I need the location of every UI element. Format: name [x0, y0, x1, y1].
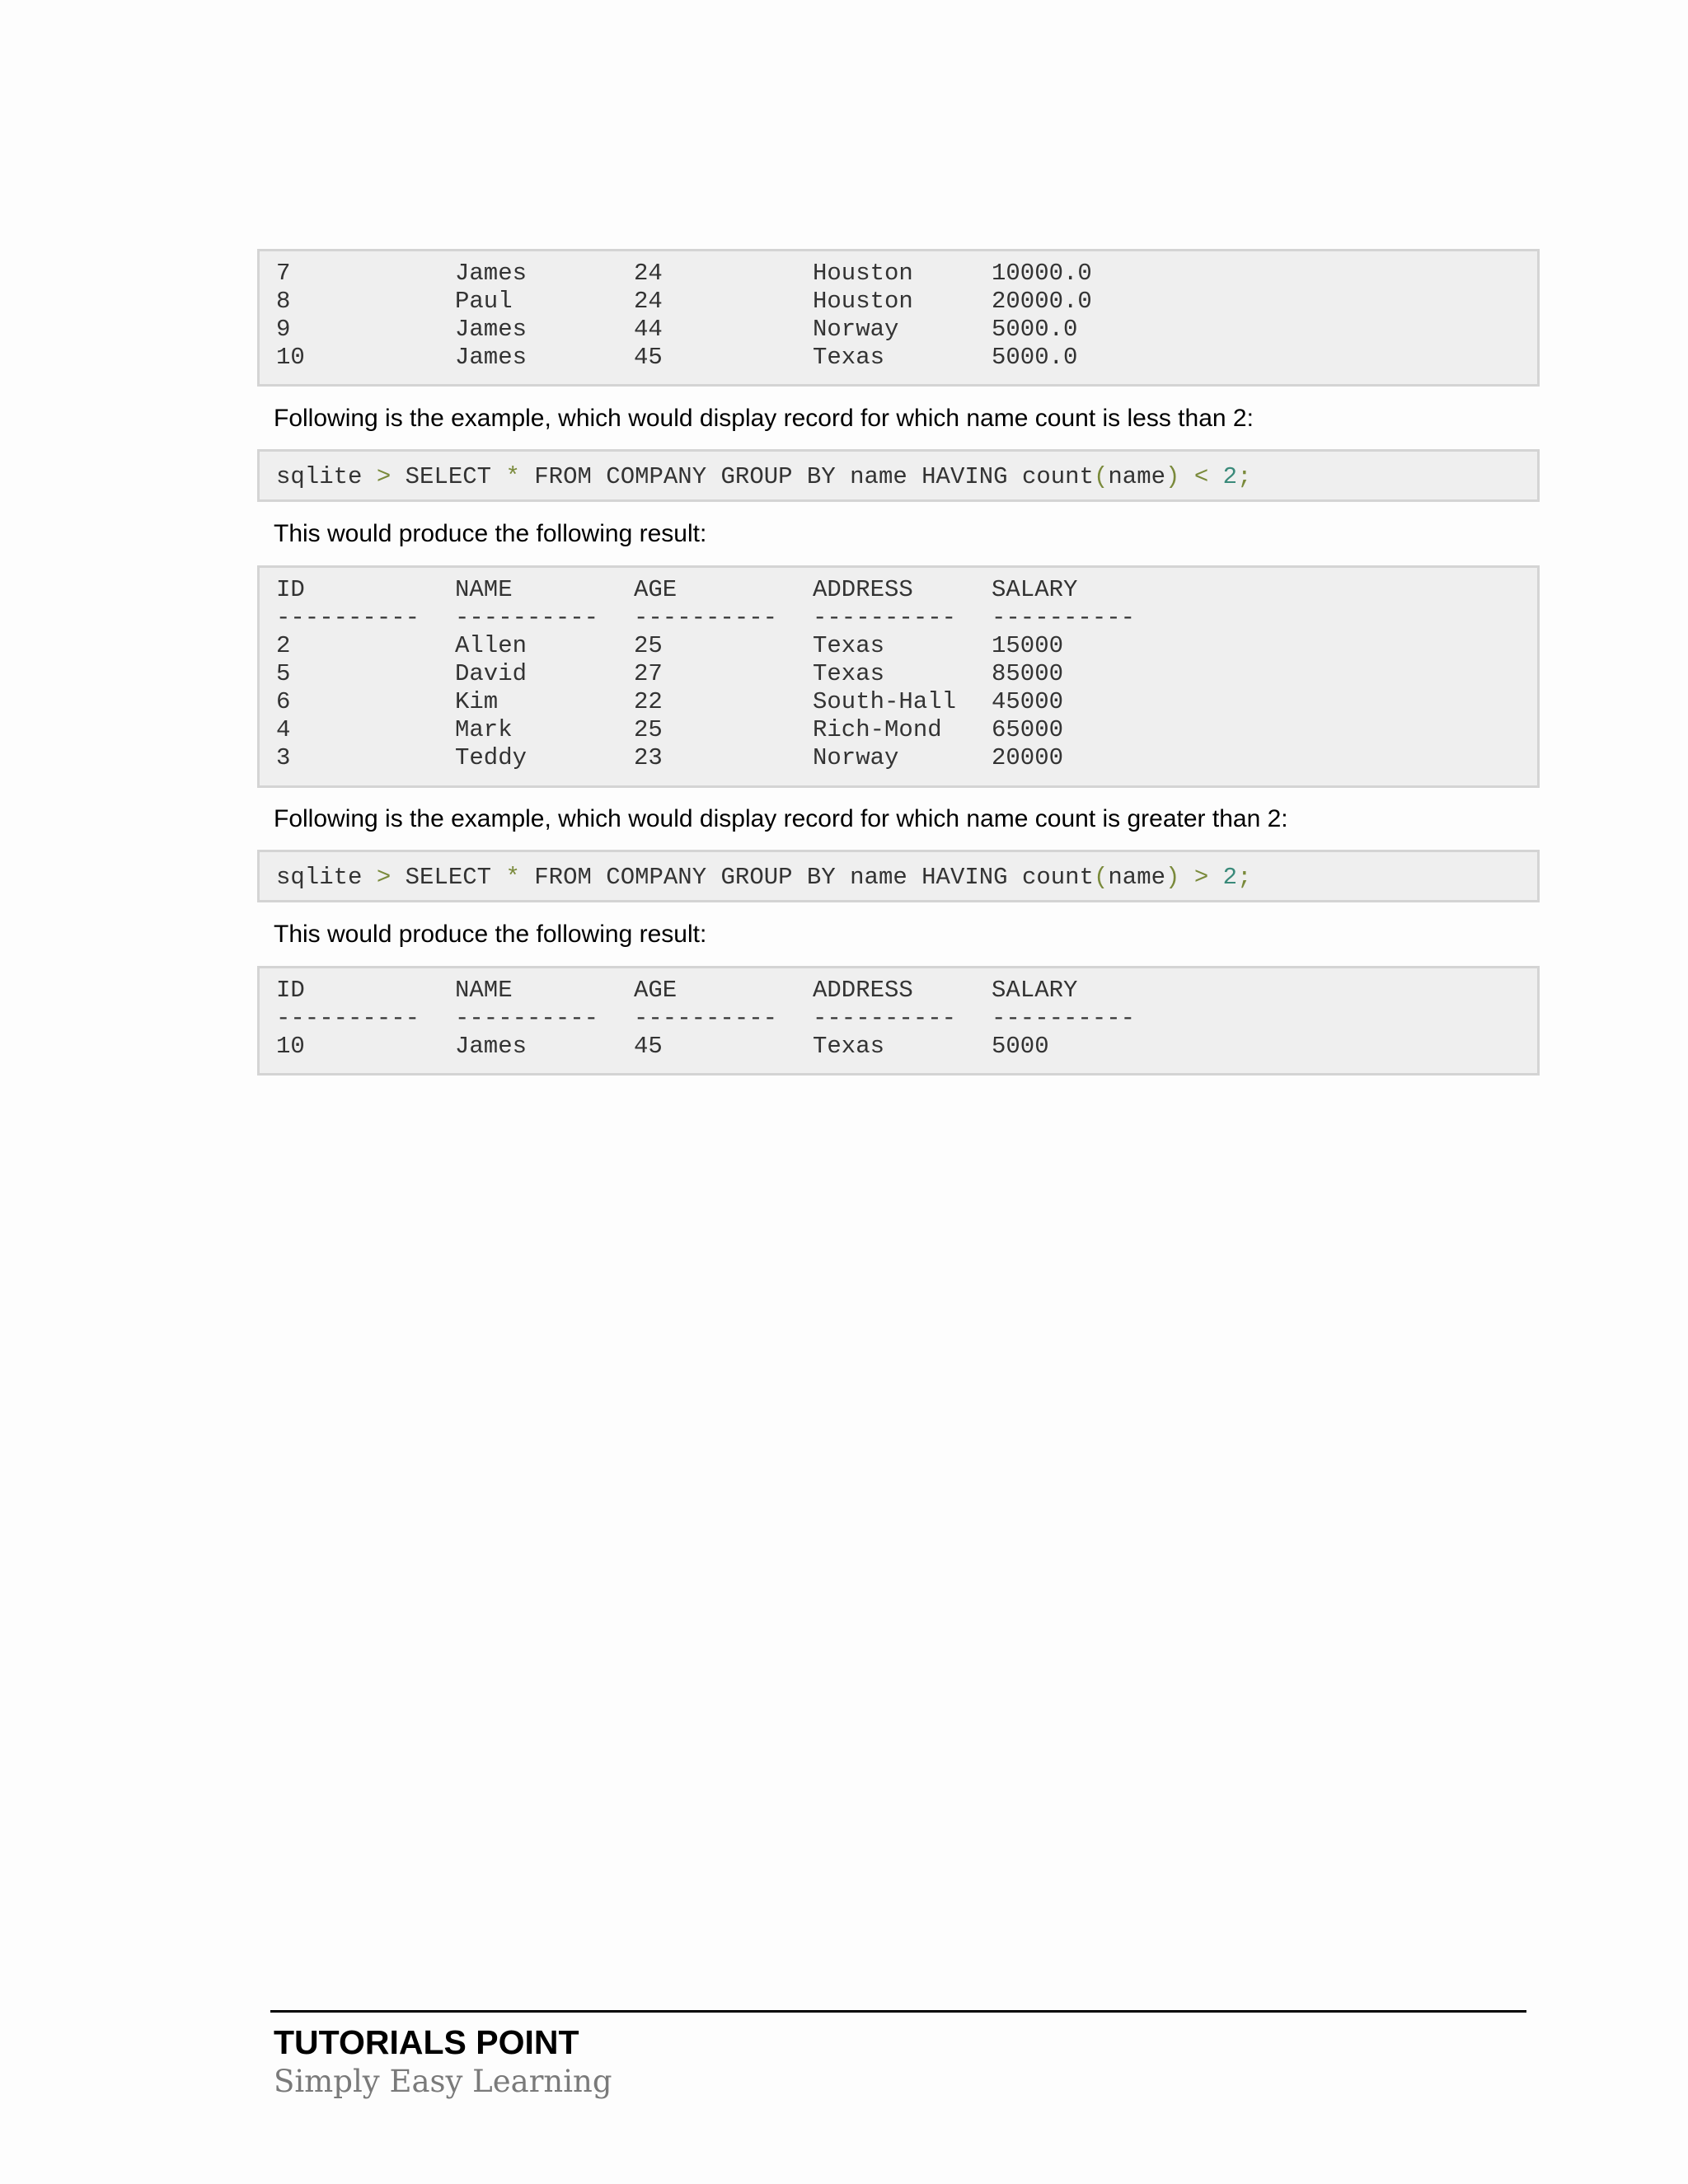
table-row	[276, 316, 1537, 344]
cell-name: Mark	[455, 716, 513, 743]
divider: ----------	[992, 604, 1136, 631]
cell-age: 25	[634, 716, 663, 743]
cell-age: 45	[634, 1033, 663, 1060]
cell-address: South-Hall	[813, 688, 957, 715]
cell-address: Norway	[813, 744, 899, 771]
cell-id: 4	[276, 716, 291, 743]
sql-prompt: >	[376, 463, 392, 490]
cell-address: Rich-Mond	[813, 716, 942, 743]
cell-id: 3	[276, 744, 291, 771]
header-name: NAME	[455, 576, 513, 603]
sql-rparen: )	[1165, 463, 1180, 490]
divider: ----------	[455, 604, 599, 631]
table-row	[276, 632, 1537, 660]
cell-name: Paul	[455, 288, 513, 315]
table-row	[276, 716, 1537, 744]
cell-name: James	[455, 344, 528, 371]
table-row	[276, 744, 1537, 772]
table-row	[276, 688, 1537, 716]
table-divider-row	[276, 1005, 1537, 1033]
header-salary: SALARY	[992, 576, 1078, 603]
cell-address: Texas	[813, 660, 885, 687]
sql-semicolon: ;	[1237, 864, 1252, 891]
cell-name: Allen	[455, 632, 528, 659]
cell-salary: 5000.0	[992, 344, 1078, 371]
cell-address: Texas	[813, 632, 885, 659]
sql-body: FROM COMPANY GROUP BY name HAVING count	[519, 463, 1094, 490]
sql-arg: name	[1108, 463, 1166, 490]
sql-star: *	[505, 864, 520, 891]
paragraph-less-than: Following is the example, which would display record for which name count is less than 2:	[274, 405, 1254, 432]
paragraph-greater-than: Following is the example, which would display record for which name count is greater than 2:	[274, 805, 1288, 832]
table-header-row	[276, 576, 1537, 604]
cell-id: 2	[276, 632, 291, 659]
divider: ----------	[634, 1005, 778, 1032]
cell-salary: 5000.0	[992, 316, 1078, 343]
table-row	[276, 260, 1537, 288]
divider: ----------	[992, 1005, 1136, 1032]
sql-lparen: (	[1094, 463, 1109, 490]
cell-name: Teddy	[455, 744, 528, 771]
cell-age: 24	[634, 288, 663, 315]
divider: ----------	[276, 1005, 420, 1032]
cell-id: 5	[276, 660, 291, 687]
sql-rparen: )	[1165, 864, 1180, 891]
cell-salary: 15000	[992, 632, 1064, 659]
cell-salary: 65000	[992, 716, 1064, 743]
cell-salary: 85000	[992, 660, 1064, 687]
footer-title: TUTORIALS POINT	[274, 2023, 579, 2061]
cell-name: David	[455, 660, 528, 687]
sql-value: 2	[1222, 864, 1238, 891]
footer-subtitle: Simply Easy Learning	[274, 2064, 612, 2099]
cell-id: 6	[276, 688, 291, 715]
header-id: ID	[276, 977, 305, 1004]
cell-address: Houston	[813, 288, 913, 315]
header-address: ADDRESS	[813, 576, 913, 603]
table-row	[276, 660, 1537, 688]
sql-prefix: sqlite	[276, 463, 377, 490]
sql-select: SELECT	[391, 864, 506, 891]
divider: ----------	[813, 604, 957, 631]
header-address: ADDRESS	[813, 977, 913, 1004]
sql-prompt: >	[376, 864, 392, 891]
cell-age: 25	[634, 632, 663, 659]
cell-age: 45	[634, 344, 663, 371]
cell-name: James	[455, 1033, 528, 1060]
cell-id: 10	[276, 1033, 305, 1060]
cell-name: James	[455, 316, 528, 343]
divider: ----------	[455, 1005, 599, 1032]
cell-age: 24	[634, 260, 663, 287]
cell-id: 10	[276, 344, 305, 371]
header-name: NAME	[455, 977, 513, 1004]
header-age: AGE	[634, 576, 678, 603]
table-header-row	[276, 977, 1537, 1005]
result-table-less-than	[257, 565, 1540, 788]
sql-query-greater-than	[257, 850, 1540, 902]
cell-salary: 10000.0	[992, 260, 1092, 287]
sql-query-less-than	[257, 449, 1540, 502]
cell-id: 9	[276, 316, 291, 343]
cell-address: Texas	[813, 344, 885, 371]
sql-select: SELECT	[391, 463, 506, 490]
result-table-greater-than	[257, 966, 1540, 1076]
table-divider-row	[276, 604, 1537, 632]
sql-space	[1208, 463, 1222, 490]
sql-lparen: (	[1094, 864, 1109, 891]
sql-space	[1208, 864, 1222, 891]
sql-comparator: <	[1193, 463, 1209, 490]
sql-value: 2	[1222, 463, 1238, 490]
header-age: AGE	[634, 977, 678, 1004]
cell-salary: 45000	[992, 688, 1064, 715]
cell-address: Texas	[813, 1033, 885, 1060]
sql-space	[1179, 864, 1193, 891]
cell-name: Kim	[455, 688, 499, 715]
cell-age: 27	[634, 660, 663, 687]
cell-name: James	[455, 260, 528, 287]
table-row	[276, 288, 1537, 316]
cell-address: Houston	[813, 260, 913, 287]
sql-arg: name	[1108, 864, 1166, 891]
cell-salary: 20000	[992, 744, 1064, 771]
result-table-top	[257, 249, 1540, 387]
sql-star: *	[505, 463, 520, 490]
cell-id: 8	[276, 288, 291, 315]
cell-age: 44	[634, 316, 663, 343]
cell-age: 23	[634, 744, 663, 771]
paragraph-result-intro: This would produce the following result:	[274, 921, 707, 948]
sql-semicolon: ;	[1237, 463, 1252, 490]
sql-body: FROM COMPANY GROUP BY name HAVING count	[519, 864, 1094, 891]
paragraph-result-intro: This would produce the following result:	[274, 520, 707, 547]
cell-id: 7	[276, 260, 291, 287]
cell-salary: 5000	[992, 1033, 1049, 1060]
divider: ----------	[634, 604, 778, 631]
sql-prefix: sqlite	[276, 864, 377, 891]
cell-age: 22	[634, 688, 663, 715]
header-id: ID	[276, 576, 305, 603]
cell-salary: 20000.0	[992, 288, 1092, 315]
footer-divider	[270, 2010, 1526, 2013]
table-row	[276, 344, 1537, 372]
table-row	[276, 1033, 1537, 1061]
cell-address: Norway	[813, 316, 899, 343]
divider: ----------	[813, 1005, 957, 1032]
sql-space	[1179, 463, 1193, 490]
header-salary: SALARY	[992, 977, 1078, 1004]
divider: ----------	[276, 604, 420, 631]
sql-comparator: >	[1193, 864, 1209, 891]
